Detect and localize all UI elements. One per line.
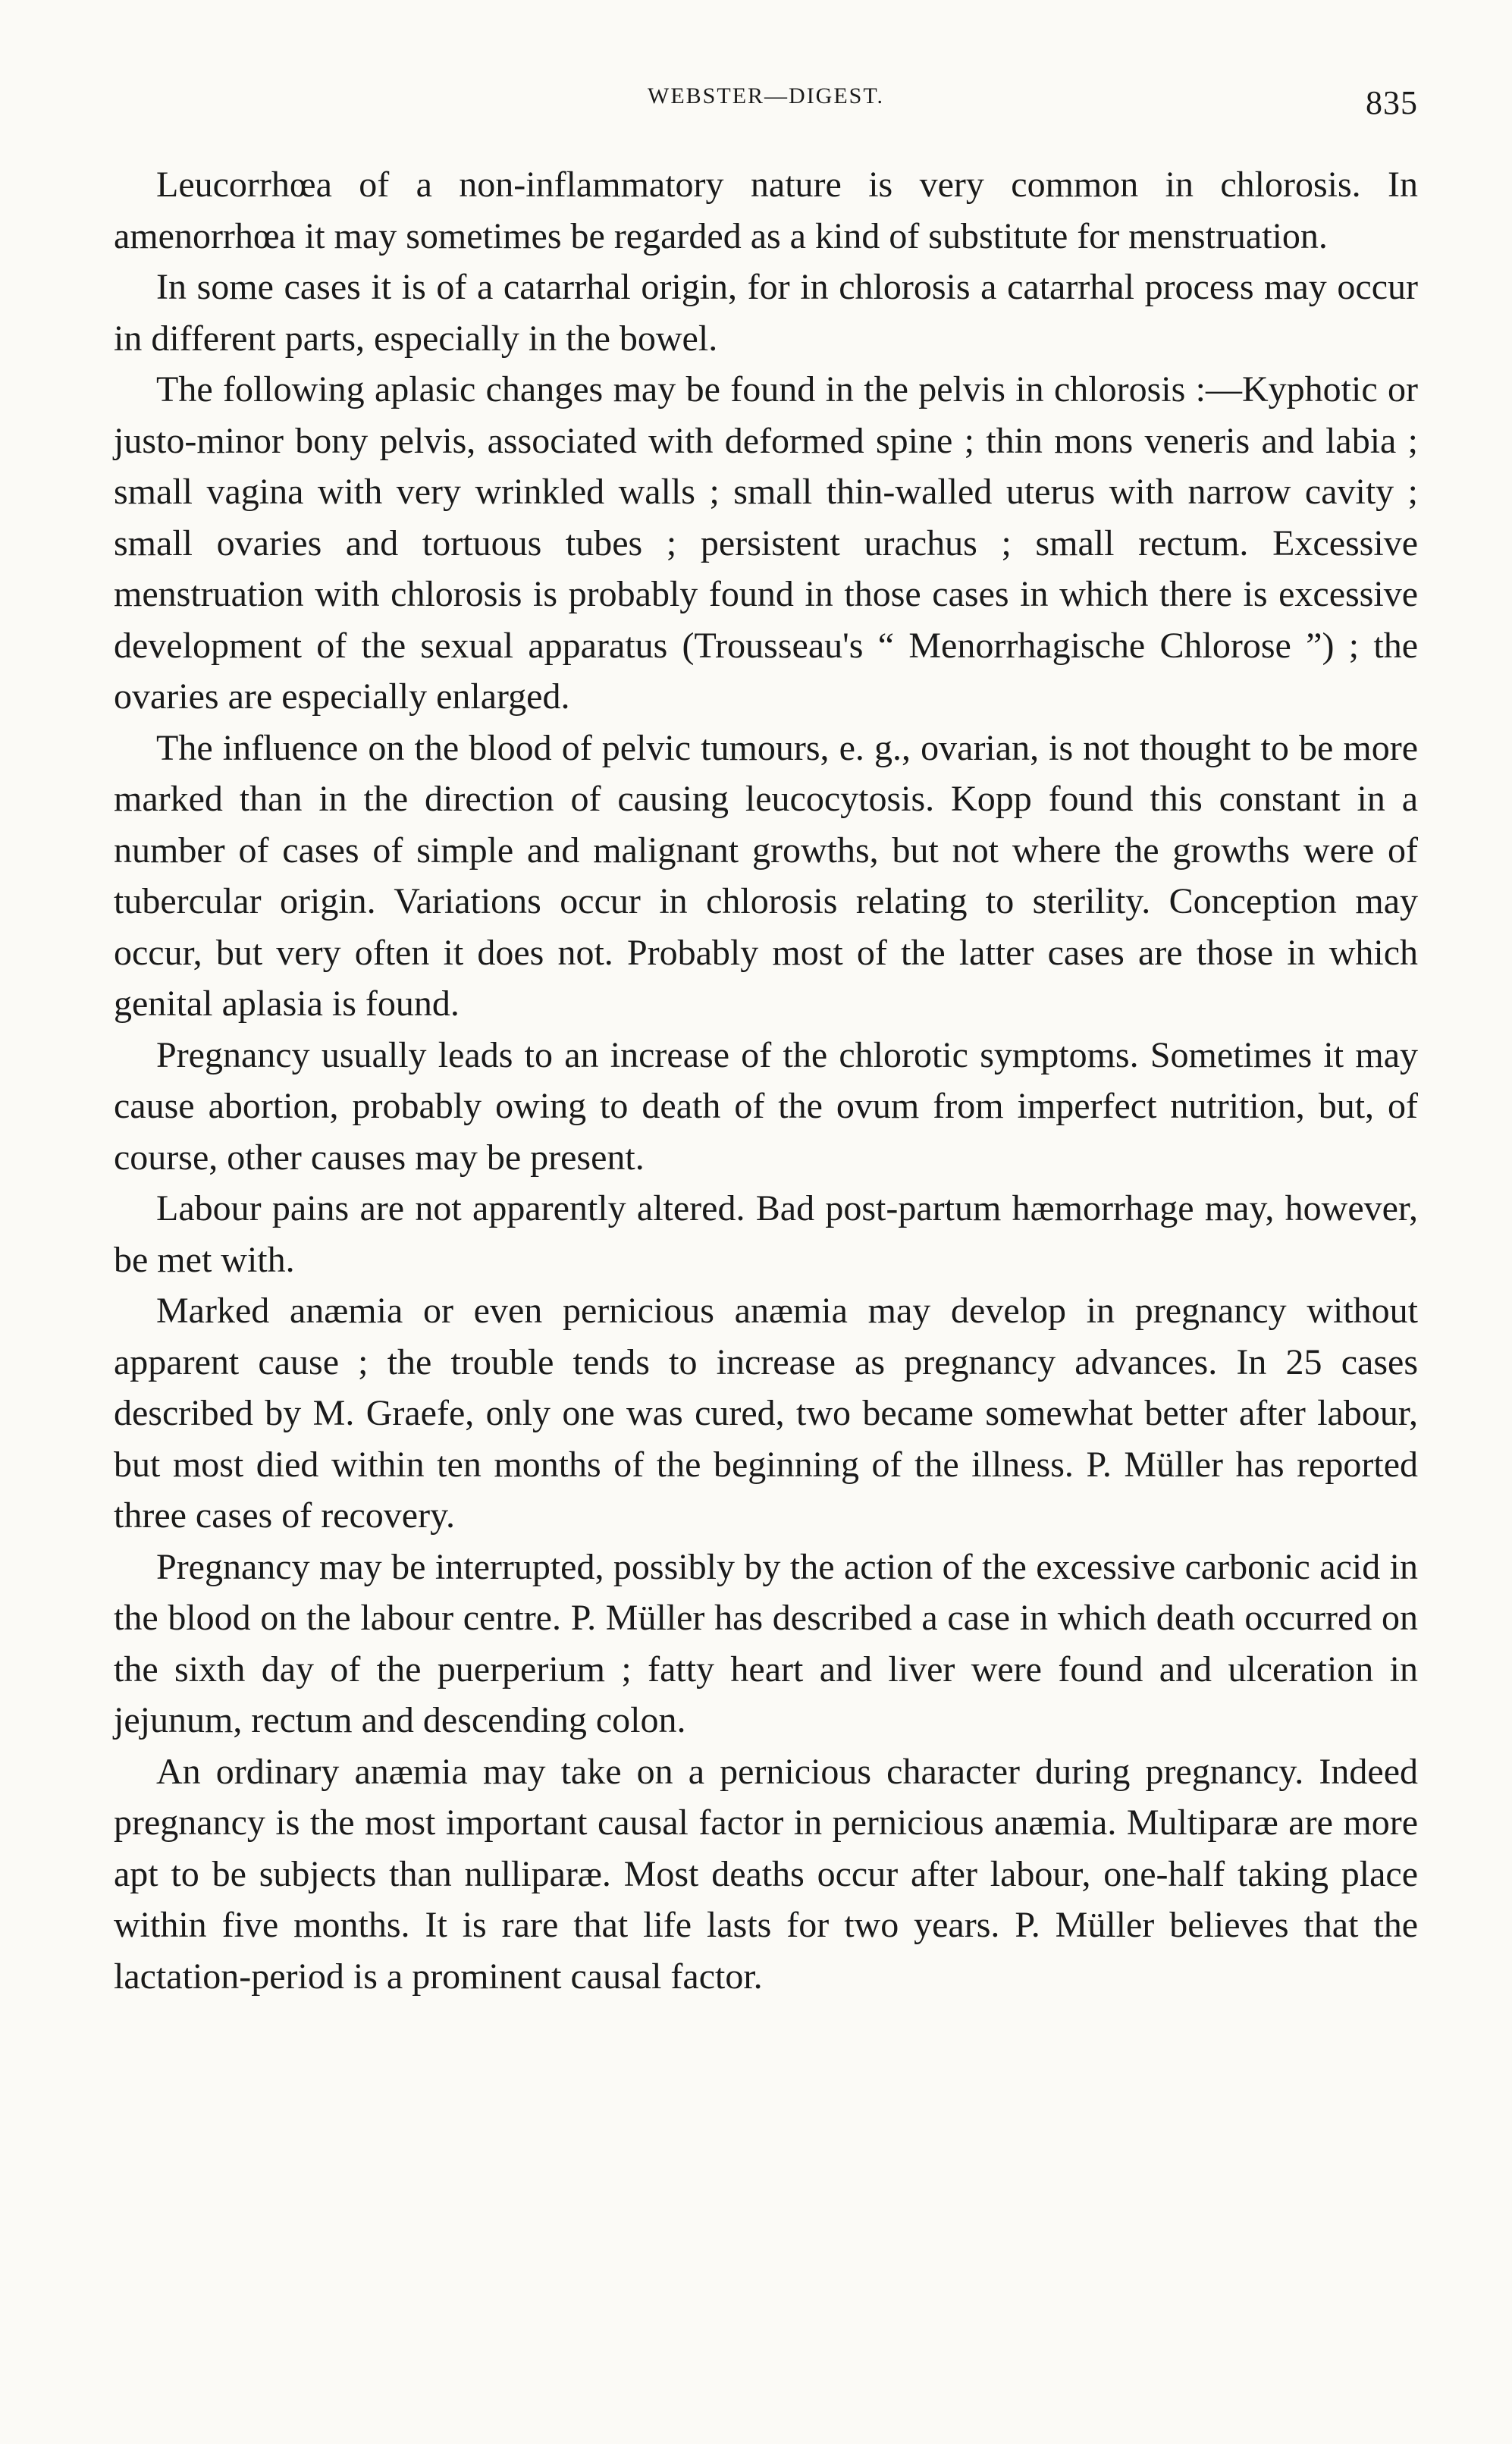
paragraph-ordinary-anaemia: An ordinary anæmia may take on a pernicious character during pregnancy. Indeed pregnancy is the most important causal factor in pernicious anæmia. Multiparæ are more apt to be subjects than nulliparæ. Most deaths occur after labour, one-half taking place within five months. It is rare that life lasts for two years. P. Müller believes that the lactation-period is a prominent causal factor.	[114, 1751, 1418, 1997]
paragraph-pelvic-tumours: The influence on the blood of pelvic tumours, e. g., ovarian, is not thought to be more marked than in the direction of causing leucocytosis. Kopp found this constant in a number of cases of simple and malignant growths, but not where the growths were of tubercular origin. Variations occur in chlorosis relating to sterility. Conception may occur, but very often it does not. Probably most of the latter cases are those in which genital aplasia is found.	[114, 727, 1418, 1024]
paragraph-pregnancy-symptoms: Pregnancy usually leads to an increase of the chlorotic symptoms. Sometimes it may cause abortion, probably owing to death of the ovum from imperfect nutrition, but, of course, other causes may be present.	[114, 1034, 1418, 1178]
body-text	[114, 159, 1418, 2002]
paragraph-pregnancy-interrupted: Pregnancy may be interrupted, possibly by the action of the excessive carbonic acid in the blood on the labour centre. P. Müller has described a case in which death occurred on the sixth day of the puerperium ; fatty heart and liver were found and ulceration in jejunum, rectum and descending colon.	[114, 1546, 1418, 1740]
paragraph-marked-anaemia: Marked anæmia or even pernicious anæmia may develop in pregnancy without apparent cause ; the trouble tends to increase as pregnancy advances. In 25 cases described by M. Graefe, only one was cured, two became somewhat better after labour, but most died within ten months of the beginning of the illness. P. Müller has reported three cases of recovery.	[114, 1291, 1418, 1536]
paragraph-labour-pains: Labour pains are not apparently altered. Bad post-partum hæmorrhage may, however, be met with.	[114, 1188, 1418, 1280]
page-header	[114, 83, 1418, 129]
running-title: WEBSTER—DIGEST.	[648, 83, 884, 108]
paragraph-leucorrhoea: Leucorrhœa of a non-inflammatory nature is very common in chlorosis. In amenorrhœa it may sometimes be regarded as a kind of substitute for menstruation.	[114, 165, 1418, 256]
document-page	[114, 83, 1418, 2002]
paragraph-catarrhal-origin: In some cases it is of a catarrhal origin, for in chlorosis a catarrhal process may occur in different parts, especially in the bowel.	[114, 267, 1418, 359]
paragraph-aplasic-changes: The following aplasic changes may be found in the pelvis in chlorosis :—Kyphotic or justo-minor bony pelvis, associated with deformed spine ; thin mons veneris and labia ; small vagina with very wrinkled walls ; small thin-walled uterus with narrow cavity ; small ovaries and tortuous tubes ; persistent urachus ; small rectum. Excessive menstruation with chlorosis is probably found in those cases in which there is excessive development of the sexual apparatus (Trousseau's “ Menorrhagische Chlorose ”) ; the ovaries are especially enlarged.	[114, 369, 1418, 717]
page-number: 835	[1366, 84, 1418, 121]
